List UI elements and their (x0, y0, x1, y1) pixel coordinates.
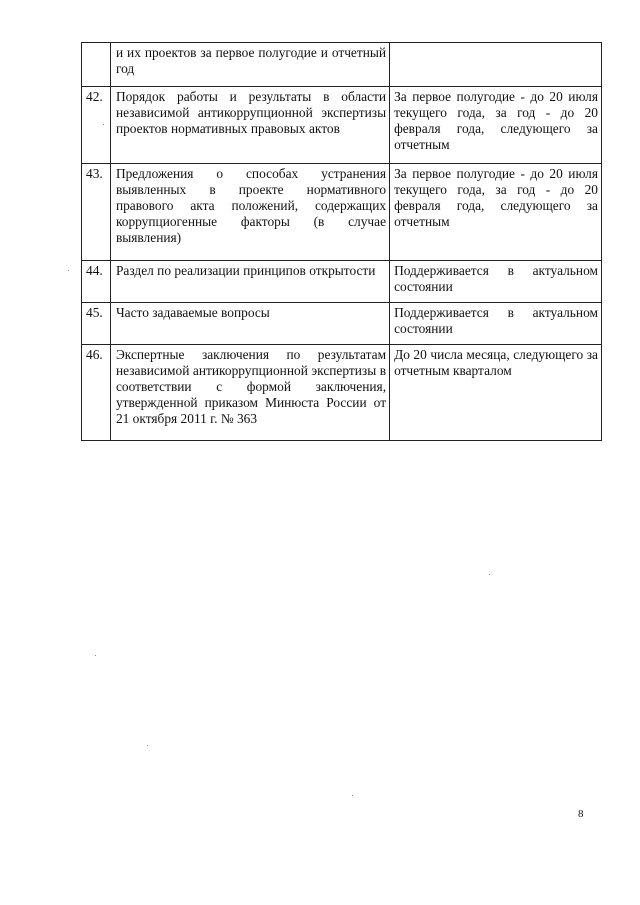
page-number: 8 (578, 808, 584, 820)
row-term: До 20 числа месяца, следующего за отчетным кварталом (390, 345, 602, 441)
row-term: Поддерживается в актуальном состоянии (390, 261, 602, 303)
row-term: За первое полугодие - до 20 июля текущего года, за год - до 20 февраля года, следующего за отчетным (390, 164, 602, 261)
scan-speck (95, 655, 96, 656)
row-number: 45. (82, 303, 111, 345)
row-number: 43. (82, 164, 111, 261)
row-number (82, 43, 111, 87)
table-row (82, 345, 602, 441)
scan-speck (489, 574, 490, 575)
row-term: Поддерживается в актуальном состоянии (390, 303, 602, 345)
table-row (82, 303, 602, 345)
row-term: За первое полугодие - до 20 июля текущего года, за год - до 20 февраля года, следующего за отчетным (390, 87, 602, 164)
row-term (390, 43, 602, 87)
row-description: Порядок работы и результаты в области независимой антикоррупционной экспертизы проектов нормативных правовых актов (110, 87, 389, 164)
scan-speck (68, 270, 69, 271)
table-row (82, 43, 602, 87)
table-row (82, 87, 602, 164)
row-description: Раздел по реализации принципов открытости (110, 261, 389, 303)
row-number: 46. (82, 345, 111, 441)
table-row (82, 261, 602, 303)
row-description: Экспертные заключения по результатам независимой антикоррупционной экспертизы в соответствии с формой заключения, утвержденной приказом Минюста России от 21 октября 2011 г. № 363 (110, 345, 389, 441)
scan-speck (147, 745, 148, 746)
table-row (82, 164, 602, 261)
scan-speck (103, 124, 104, 125)
row-number: 42. (82, 87, 111, 164)
row-description: Предложения о способах устранения выявленных в проекте нормативного правового акта положений, содержащих коррупциогенные факторы (в случае выявления) (110, 164, 389, 261)
row-description: и их проектов за первое полугодие и отчетный год (110, 43, 389, 87)
row-description: Часто задаваемые вопросы (110, 303, 389, 345)
requirements-table (81, 42, 602, 441)
row-number: 44. (82, 261, 111, 303)
scan-speck (352, 795, 353, 796)
